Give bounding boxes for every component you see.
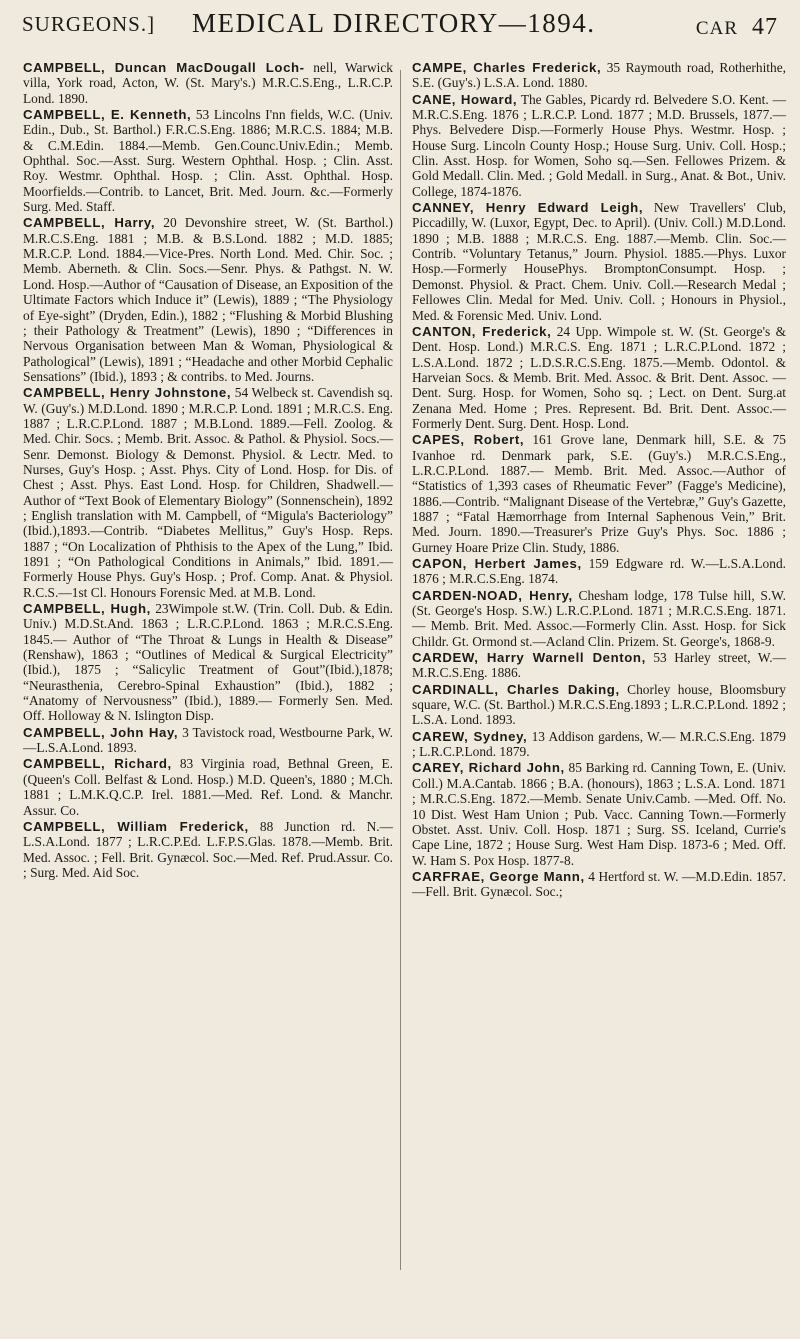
directory-entry xyxy=(412,650,786,681)
entry-text: New Travellers' Club, Piccadilly, W. (Luxor, Egypt, Dec. to April). (Univ. Coll.) M.D.Lond. 1890 ; M.B. 1888 ; M.R.C.S. Eng. 1887.—Memb. Clin. Soc.—Contrib. “Voluntary Tetanus,” Journ. Physiol. 1885.—Phys. Luxor Hosp.—Formerly HousePhys. BromptonConsumpt. Hosp. ; Demonst. Physiol. & Pract. Chem. Univ. Coll.—Research Medal ; Fellowes Clin. Medal for Med. Univ. Coll. ; Honours in Physiol., Med. & Forensic Med. Univ. Lond. xyxy=(412,200,786,323)
directory-entry xyxy=(23,107,393,214)
directory-entry xyxy=(412,432,786,555)
right-column xyxy=(412,60,786,1330)
entry-name: CAPES, Robert, xyxy=(412,432,525,448)
running-head-block xyxy=(696,14,778,41)
page-header xyxy=(22,4,778,48)
directory-entry xyxy=(23,725,393,756)
entry-name: CAREW, Sydney, xyxy=(412,728,528,744)
entry-text: 85 Barking rd. Canning Town, E. (Univ. Coll.) M.A.Cantab. 1866 ; B.A. (honours), 1863 ; L.S.A. Lond. 1871 ; M.R.C.S.Eng. 1872.—Memb. Senate Univ.Camb. —Med. Off. No. 10 Dist. West Ham Union ; Pub. Vacc. Canning Town.—Formerly Obstet. Asst. Univ. Coll. Hosp. 1871 ; Surg. SS. Iceland, Currie's Cape Line, 1872 ; House Surg. West Ham Disp. 1873-6 ; Med. Off. W. Ham S. Pox Hosp. 1877-8. xyxy=(412,760,786,868)
directory-entry xyxy=(23,385,393,600)
entry-text: 13 Addison gardens, W.— M.R.C.S.Eng. 1879 ; L.R.C.P.Lond. 1879. xyxy=(412,728,786,760)
entry-text: 53 Lincolns I'nn fields, W.C. (Univ. Edin., Dub., St. Barthol.) F.R.C.S.Eng. 1886; M.R.C.S. 1884; M.B. & C.M.Edin. 1884.—Memb. Gen.Counc.Univ.Edin.; Memb. Ophthal. Soc.—Asst. Surg. Western Ophthal. Hosp. ; Clin. Asst. Roy. Westmr. Ophthal. Hosp. ; Clin. Asst. Ophthal. Hosp. Moorfields.—Contrib. to Lancet, Brit. Med. Journ. &c.—Formerly Surg. Med. Staff. xyxy=(23,107,393,215)
entry-text: Chesham lodge, 178 Tulse hill, S.W. (St. George's Hosp. S.W.) L.R.C.P.Lond. 1871 ; M.R.C.S.Eng. 1871.— Memb. Brit. Med. Assoc.—Formerly Clin. Asst. Hosp. for Sick Childr. Gt. Ormond st.—Acland Clin. Prizem. St. George's, 1868-9. xyxy=(412,587,786,649)
directory-entry xyxy=(23,60,393,106)
entry-name: CAMPBELL, E. Kenneth, xyxy=(23,107,192,123)
entry-text: 83 Virginia road, Bethnal Green, E. (Queen's Coll. Belfast & Lond. Hosp.) M.D. Queen's, 1880 ; M.Ch. 1881 ; L.M.K.Q.C.P. Irel. 1881.—Med. Ref. Lond. & Manchr. Assur. Co. xyxy=(23,756,393,818)
page-title: MEDICAL DIRECTORY—1894. xyxy=(192,8,596,38)
entry-name: CAMPBELL, John Hay, xyxy=(23,724,179,740)
directory-entry xyxy=(23,756,393,817)
entry-text: 161 Grove lane, Denmark hill, S.E. & 75 Ivanhoe rd. Denmark park, S.E. (Guy's.) M.R.C.S.Eng., L.R.C.P.Lond. 1887.— Memb. Brit. Med. Assoc.—Author of “Statistics of 1,393 cases of Rheumatic Fever” (Fagge's Medicine), 1886.—Contrib. “Malignant Disease of the Vertebræ,” Guy's Gazette, 1887 ; “Fatal Hæmorrhage from Internal Saphenous Vein,” Brit. Med. Journ. 1890.—Treasurer's Prize Guy's Phys. Soc. 1886 ; Gurney Hoare Prize Clin. Study, 1886. xyxy=(412,432,786,555)
left-column xyxy=(23,60,393,1330)
directory-entry xyxy=(412,200,786,323)
entry-text: 3 Tavistock road, Westbourne Park, W.—L.S.A.Lond. 1893. xyxy=(23,724,393,756)
directory-entry xyxy=(23,215,393,384)
entry-text: 54 Welbeck st. Cavendish sq. W. (Guy's.) M.D.Lond. 1890 ; M.R.C.P. Lond. 1891 ; M.R.C.S. Eng. 1887 ; L.R.C.P.Lond. 1887 ; M.B.Lond. 1889.—Fell. Zoolog. & Med. Chir. Socs. ; Memb. Brit. Assoc. & Pathol. & Physiol. Socs.— Senr. Demonst. Biology & Demonst. Physiol. & Lectr. Med. to Nurses, Guy's Hosp. ; Asst. Phys. City of Lond. Hosp. for Dis. of Chest ; Asst. Phys. East Lond. Hosp. for Children, Shadwell.—Author of “Text Book of Elementary Biology” (Sonnenschein), 1892 ; English translation with M. Campbell, of “Migula's Bacteriology” (Ibid.),1893.—Contrib. “Diabetes Mellitus,” Guy's Hosp. Reps. 1887 ; “On Localization of Phthisis to the Apex of the Lung,” Ibid. 1891 ; “On Pathological Conditions in Animals,” Ibid. 1891.—Formerly House Phys. Guy's Hosp. ; Prof. Comp. Anat. & Physiol. R.C.S.—1st Cl. Honours Forensic Med. at M.B. Lond. xyxy=(23,385,393,600)
column-divider xyxy=(400,70,401,1270)
directory-entry xyxy=(412,324,786,431)
entry-text: The Gables, Picardy rd. Belvedere S.O. Kent. — M.R.C.S.Eng. 1876 ; L.R.C.P. Lond. 1877 ; M.D. Brussels, 1877.— Phys. Belvedere Disp.—Formerly House Phys. Westmr. Hosp. ; House Surg. Lincoln County Hosp.; House Surg. Univ. Coll. Hosp.; Clin. Asst. Hosp. for Women, Soho sq.—Sen. Fellowes Prizem. & Gold Medall. Clin. Med. ; Gold Medall. in Surg., Anat. & Bot., Univ. College, 1874-1876. xyxy=(412,91,786,199)
entry-name: CAMPBELL, William Frederick, xyxy=(23,818,249,834)
entry-text: nell, Warwick villa, York road, Acton, W. (St. Mary's.) M.R.C.S.Eng., L.R.C.P. Lond. 1890. xyxy=(23,60,393,106)
entry-text: 159 Edgware rd. W.—L.S.A.Lond. 1876 ; M.R.C.S.Eng. 1874. xyxy=(412,556,786,587)
entry-text: 4 Hertford st. W. —M.D.Edin. 1857.—Fell. Brit. Gynæcol. Soc.; xyxy=(412,868,786,900)
entry-name: CANTON, Frederick, xyxy=(412,323,552,339)
entry-name: CAMPBELL, Richard, xyxy=(23,756,172,772)
entry-name: CAPON, Herbert James, xyxy=(412,556,582,571)
entry-text: 20 Devonshire street, W. (St. Barthol.) M.R.C.S.Eng. 1881 ; M.B. & B.S.Lond. 1882 ; M.D. 1885; M.R.C.P. Lond. 1884.—Vice-Pres. North Lond. Med. Chir. Soc. ; Memb. Aberneth. & Clin. Socs.—Senr. Phys. & Pathgst. N. W. Lond. Hosp.—Author of “Causation of Disease, an Exposition of the Ultimate Factors which Induce it” (Lewis), 1889 ; “The Physiology of Eye-sight” (Dryden, Edin.), 1882 ; “Flushing & Morbid Blushing ; their Pathology & Treatment” (Lewis), 1890 ; “Differences in Nervous Organisation between Man & Woman, Physiological & Pathological” (Lewis), 1891 ; “Headache and other Morbid Cephalic Sensations” (Ibid.), 1893 ; & contribs. to Med. Journs. xyxy=(23,215,393,384)
entry-name: CAMPBELL, Duncan MacDougall Loch- xyxy=(23,60,305,75)
entry-name: CARDEW, Harry Warnell Denton, xyxy=(412,650,646,666)
directory-entry xyxy=(23,819,393,880)
directory-entry xyxy=(412,682,786,728)
entry-name: CAMPBELL, Henry Johnstone, xyxy=(23,385,232,401)
section-label: SURGEONS.] xyxy=(22,12,156,36)
entry-name: CARFRAE, George Mann, xyxy=(412,868,585,884)
directory-entry xyxy=(412,869,786,900)
page-number: 47 xyxy=(752,14,778,40)
entry-name: CAREY, Richard John, xyxy=(412,760,565,776)
directory-entry xyxy=(412,556,786,587)
directory-entry xyxy=(412,60,786,91)
directory-entry xyxy=(412,760,786,867)
entry-text: 88 Junction rd. N.—L.S.A.Lond. 1877 ; L.R.C.P.Ed. L.F.P.S.Glas. 1878.—Memb. Brit. Med. Assoc. ; Fell. Brit. Gynæcol. Soc.—Med. Ref. Prud.Assur. Co. ; Surg. Med. Aid Soc. xyxy=(23,818,393,880)
entry-name: CAMPE, Charles Frederick, xyxy=(412,60,602,75)
directory-entry xyxy=(23,601,393,724)
entry-name: CARDEN-NOAD, Henry, xyxy=(412,587,573,603)
entry-text: 53 Harley street, W.—M.R.C.S.Eng. 1886. xyxy=(412,650,786,681)
entry-name: CARDINALL, Charles Daking, xyxy=(412,681,620,697)
directory-entry xyxy=(412,729,786,760)
entry-text: Chorley house, Bloomsbury square, W.C. (St. Barthol.) M.R.C.S.Eng.1893 ; L.R.C.P.Lond. 1892 ; L.S.A. Lond. 1893. xyxy=(412,681,786,728)
entry-name: CAMPBELL, Hugh, xyxy=(23,601,151,617)
entry-name: CANE, Howard, xyxy=(412,91,518,107)
entry-text: 23Wimpole st.W. (Trin. Coll. Dub. & Edin. Univ.) M.D.St.And. 1863 ; L.R.C.P.Lond. 1863 ; M.R.C.S.Eng. 1845.— Author of “The Throat & Lungs in Health & Disease” (Renshaw), 1863 ; “Outlines of Medical & Surgical Electricity” (Ibid.), 1875 ; “Salicylic Treatment of Gout”(Ibid.),1878; “Neurasthenia, Cerebro-Spinal Exhaustion” (Ibid.), 1882 ; “Anatomy of Nervousness” (Ibid.), 1889.— Formerly Sen. Med. Off. Holloway & N. Islington Disp. xyxy=(23,601,393,724)
entry-name: CANNEY, Henry Edward Leigh, xyxy=(412,200,644,216)
directory-entry xyxy=(412,92,786,199)
entry-text: 35 Raymouth road, Rotherhithe, S.E. (Guy's.) L.S.A. Lond. 1880. xyxy=(412,60,786,91)
directory-entry xyxy=(412,588,786,649)
entry-text: 24 Upp. Wimpole st. W. (St. George's & Dent. Hosp. Lond.) M.R.C.S. Eng. 1871 ; L.R.C.P.Lond. 1872 ; L.S.A.Lond. 1872 ; L.D.S.R.C.S.Eng. 1875.—Memb. Odontol. & Harveian Socs. & Memb. Brit. Med. Assoc. & Brit. Dent. Assoc. — Dent. Surg. Hosp. for Women, Soho sq. ; Lect. on Dent. Surg.at Zenana Med. Home ; Pres. Represent. Bd. Brit. Dent. Assoc.—Formerly Dent. Surg. Dent. Hosp. Lond. xyxy=(412,323,786,431)
entry-name: CAMPBELL, Harry, xyxy=(23,215,156,231)
running-head: CAR xyxy=(695,18,738,39)
